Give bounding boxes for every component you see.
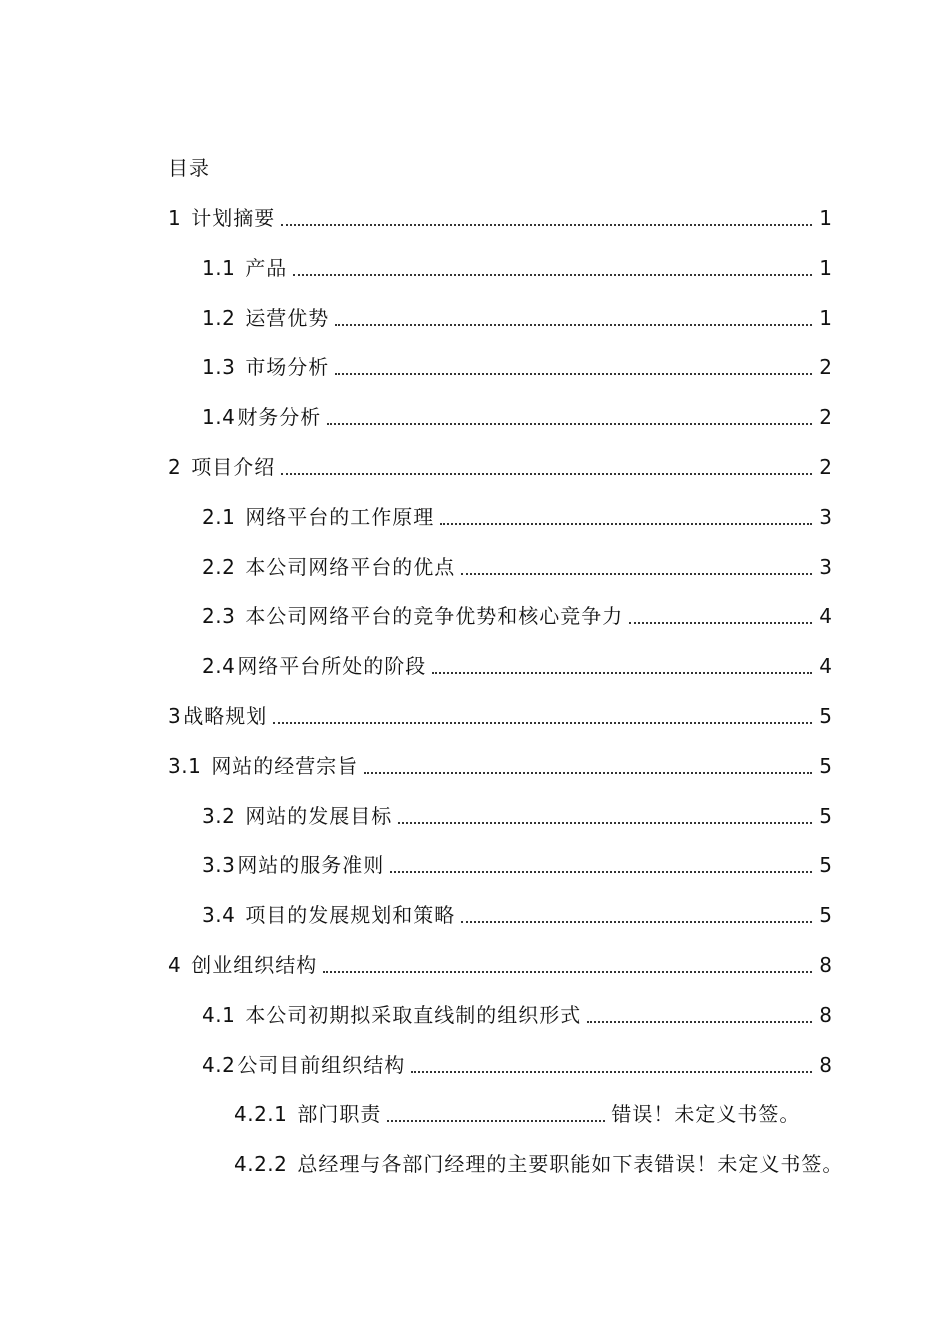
dot-leader	[293, 254, 812, 282]
dot-leader	[335, 353, 812, 381]
toc-entry-number: 1	[168, 206, 182, 230]
toc-title: 目录	[168, 156, 210, 180]
toc-entry-number: 2	[168, 454, 182, 479]
toc-entry-label: 项目的发展规划和策略	[245, 903, 456, 928]
dot-leader	[281, 453, 812, 481]
toc-entry[interactable]	[0, 1100, 950, 1150]
toc-entry-page: 5	[819, 753, 832, 778]
toc-entry-label: 本公司网络平台的竞争优势和核心竞争力	[245, 604, 624, 629]
toc-entry[interactable]	[0, 204, 950, 254]
toc-entry-number: 2.1	[202, 504, 236, 529]
toc-entry-page: 5	[819, 903, 832, 928]
toc-entry-number: 4	[168, 952, 182, 977]
dot-leader	[461, 901, 812, 929]
toc-entry[interactable]	[0, 254, 950, 304]
dot-leader	[432, 652, 812, 680]
toc-entry-label: 市场分析	[245, 355, 330, 380]
toc-entry-label: 计划摘要	[191, 206, 276, 230]
dot-leader	[364, 752, 812, 780]
toc-entry[interactable]	[0, 752, 950, 802]
toc-entry-number: 3.2	[202, 803, 236, 828]
toc-entry-number: 2.4	[202, 654, 236, 679]
toc-entry-label: 运营优势	[245, 305, 330, 330]
toc-entry-page: 2	[819, 355, 832, 380]
toc-entry-page: 4	[819, 604, 832, 629]
toc-entry-number: 1.1	[202, 255, 236, 280]
toc-entry-page: 4	[819, 654, 832, 679]
dot-leader	[390, 851, 812, 879]
toc-entry-number: 2.3	[202, 604, 236, 629]
toc-entry-label: 战略规划	[183, 703, 268, 728]
toc-entry-label: 网站的经营宗旨	[211, 753, 359, 778]
toc-entry-page: 8	[819, 1052, 832, 1077]
toc-entry-label: 财务分析	[237, 405, 322, 430]
table-of-contents	[0, 204, 950, 1200]
toc-entry-page: 1	[819, 305, 832, 330]
toc-entry[interactable]	[0, 403, 950, 453]
toc-entry-page: 1	[819, 206, 832, 230]
dot-leader	[281, 204, 812, 232]
toc-entry-page: 1	[819, 255, 832, 280]
toc-entry-page-error: 错误！未定义书签。	[654, 1152, 844, 1177]
toc-entry[interactable]	[0, 901, 950, 951]
toc-entry-number: 4.2	[202, 1052, 236, 1077]
toc-entry-label: 网络平台所处的阶段	[237, 654, 427, 679]
toc-entry-number: 4.2.1	[234, 1102, 288, 1127]
dot-leader	[440, 503, 812, 531]
toc-entry-page: 8	[819, 1002, 832, 1027]
toc-entry-page: 3	[819, 554, 832, 579]
toc-entry-number: 3.1	[168, 753, 202, 778]
toc-entry-label: 部门职责	[297, 1102, 382, 1127]
toc-entry[interactable]	[0, 304, 950, 354]
dot-leader	[323, 951, 812, 979]
toc-entry-label: 项目介绍	[191, 454, 276, 479]
toc-entry-page: 2	[819, 454, 832, 479]
toc-entry-label: 创业组织结构	[191, 952, 318, 977]
dot-leader	[273, 702, 812, 730]
toc-entry[interactable]	[0, 1051, 950, 1101]
toc-entry-number: 3.4	[202, 903, 236, 928]
toc-entry-page: 8	[819, 952, 832, 977]
toc-entry[interactable]	[0, 951, 950, 1001]
toc-entry-page: 2	[819, 405, 832, 430]
toc-entry-page: 3	[819, 504, 832, 529]
toc-entry[interactable]	[0, 802, 950, 852]
toc-entry[interactable]	[0, 453, 950, 503]
dot-leader	[461, 553, 812, 581]
toc-entry[interactable]	[0, 652, 950, 702]
toc-entry-number: 1.3	[202, 355, 236, 380]
toc-entry-number: 2.2	[202, 554, 236, 579]
toc-entry[interactable]	[0, 553, 950, 603]
toc-entry-label: 公司目前组织结构	[237, 1052, 406, 1077]
dot-leader	[335, 304, 812, 332]
dot-leader	[587, 1001, 812, 1029]
dot-leader	[398, 802, 812, 830]
toc-entry-label: 本公司网络平台的优点	[245, 554, 456, 579]
toc-entry-number: 1.4	[202, 405, 236, 430]
toc-entry-label: 产品	[245, 255, 288, 280]
toc-entry[interactable]	[0, 602, 950, 652]
toc-entry-label: 网站的服务准则	[237, 853, 385, 878]
toc-entry-page-error: 错误！未定义书签。	[611, 1102, 801, 1127]
toc-entry[interactable]	[0, 851, 950, 901]
toc-entry-number: 3.3	[202, 853, 236, 878]
toc-entry[interactable]	[0, 1150, 950, 1200]
toc-entry[interactable]	[0, 503, 950, 553]
toc-entry-number: 4.1	[202, 1002, 236, 1027]
toc-entry-page: 5	[819, 703, 832, 728]
toc-entry-number: 1.2	[202, 305, 236, 330]
toc-entry-label: 总经理与各部门经理的主要职能如下表	[297, 1152, 655, 1177]
toc-entry[interactable]	[0, 1001, 950, 1051]
toc-entry[interactable]	[0, 353, 950, 403]
dot-leader	[327, 403, 812, 431]
toc-entry[interactable]	[0, 702, 950, 752]
dot-leader	[629, 602, 812, 630]
toc-entry-label: 网站的发展目标	[245, 803, 393, 828]
toc-entry-label: 本公司初期拟采取直线制的组织形式	[245, 1002, 582, 1027]
toc-entry-page: 5	[819, 853, 832, 878]
toc-entry-page: 5	[819, 803, 832, 828]
toc-entry-label: 网络平台的工作原理	[245, 504, 435, 529]
toc-entry-number: 3	[168, 703, 182, 728]
dot-leader	[411, 1051, 812, 1079]
toc-entry-number: 4.2.2	[234, 1152, 288, 1177]
dot-leader	[387, 1100, 605, 1128]
